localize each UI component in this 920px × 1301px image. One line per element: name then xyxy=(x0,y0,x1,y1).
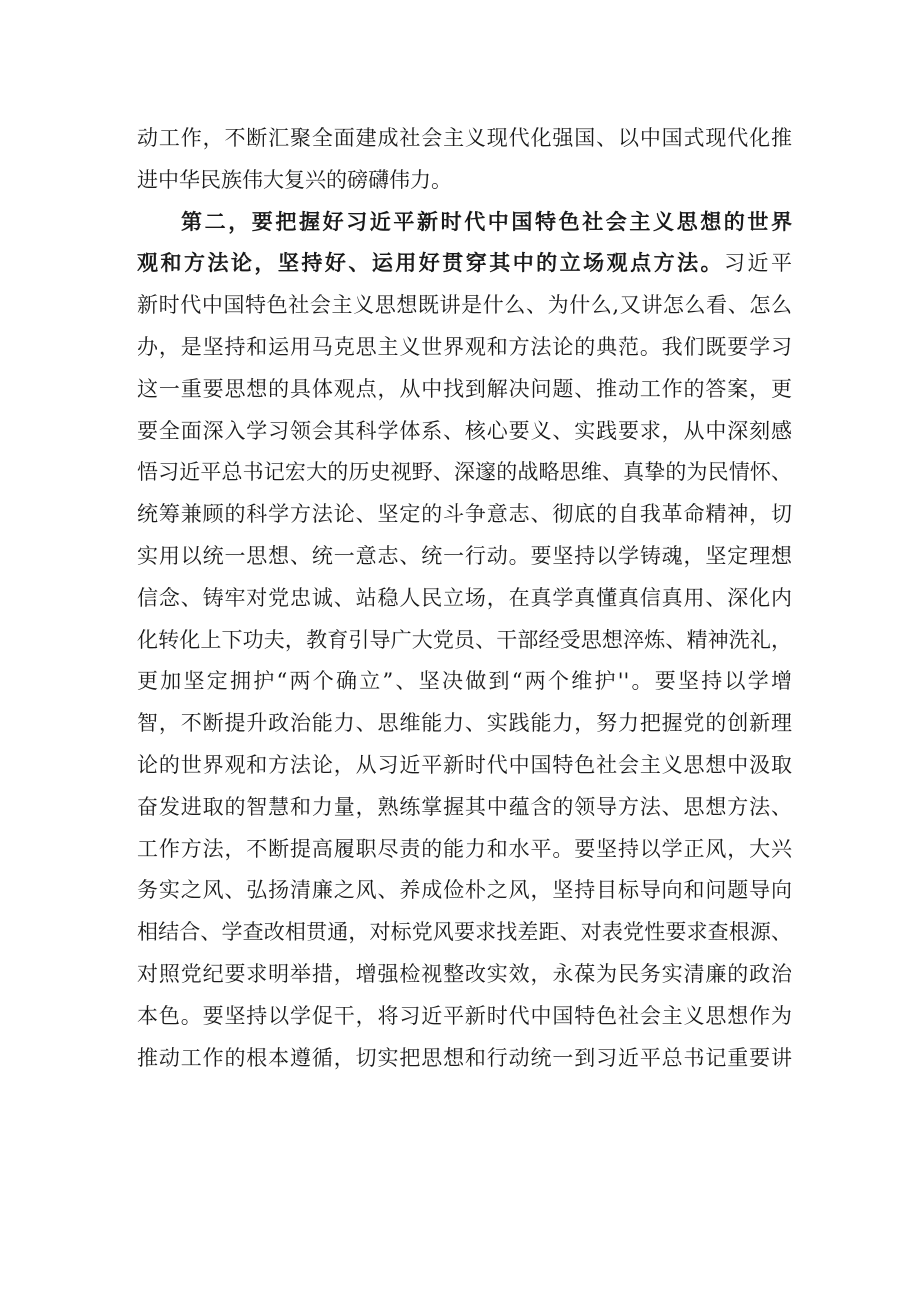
text-line: 新时代中国特色社会主义思想既讲是什么、为什么,又讲怎么看、怎么 xyxy=(137,293,792,318)
text-line: 务实之风、弘扬清廉之风、养成俭朴之风，坚持目标导向和问题导向 xyxy=(137,878,792,903)
text-line: 这一重要思想的具体观点，从中找到解决问题、推动工作的答案，更 xyxy=(137,376,792,401)
text-line: 化转化上下功夫，教育引导广大党员、干部经受思想淬炼、精神洗礼， xyxy=(137,627,792,652)
text-line: 办，是坚持和运用马克思主义世界观和方法论的典范。我们既要学习 xyxy=(137,334,792,359)
text-line: 论的世界观和方法论，从习近平新时代中国特色社会主义思想中汲取 xyxy=(137,752,792,777)
text-line: 对照党纪要求明举措，增强检视整改实效，永葆为民务实清廉的政治 xyxy=(137,961,792,986)
text-line: 实用以统一思想、统一意志、统一行动。要坚持以学铸魂，坚定理想 xyxy=(137,543,792,568)
section-heading-line xyxy=(137,202,792,244)
text-line: 悟习近平总书记宏大的历史视野、深邃的战略思维、真挚的为民情怀、 xyxy=(137,460,792,485)
text-line: 相结合、学查改相贯通，对标党风要求找差距、对表党性要求查根源、 xyxy=(137,920,792,945)
text-line: 更加坚定拥护“两个确立”、坚决做到“两个维护''。要坚持以学增 xyxy=(137,669,792,694)
section-heading-end: 观和方法论，坚持好、运用好贯穿其中的立场观点方法。 xyxy=(137,251,725,276)
text-line: 动工作，不断汇聚全面建成社会主义现代化强国、以中国式现代化推 xyxy=(137,126,792,150)
text-line: 推动工作的根本遵循，切实把思想和行动统一到习近平总书记重要讲 xyxy=(137,1045,792,1070)
text-line: 信念、铸牢对党忠诚、站稳人民立场，在真学真懂真信真用、深化内 xyxy=(137,585,792,610)
text-line: 智，不断提升政治能力、思维能力、实践能力，努力把握党的创新理 xyxy=(137,711,792,736)
text-line xyxy=(137,243,792,285)
text-line: 进中华民族伟大复兴的磅礴伟力。 xyxy=(137,167,452,192)
text-line: 奋发进取的智慧和力量，熟练掌握其中蕴含的领导方法、思想方法、 xyxy=(137,794,792,819)
text-line: 要全面深入学习领会其科学体系、核心要义、实践要求，从中深刻感 xyxy=(137,418,792,443)
section-heading: 第二，要把握好习近平新时代中国特色社会主义思想的世界 xyxy=(181,209,792,234)
text-line: 本色。要坚持以学促干，将习近平新时代中国特色社会主义思想作为 xyxy=(137,1003,792,1028)
document-body xyxy=(137,118,792,1079)
text-line: 统筹兼顾的科学方法论、坚定的斗争意志、彻底的自我革命精神，切 xyxy=(137,502,792,527)
text-line: 工作方法，不断提高履职尽责的能力和水平。要坚持以学正风，大兴 xyxy=(137,836,792,861)
text-fragment: 习近平 xyxy=(724,251,793,276)
